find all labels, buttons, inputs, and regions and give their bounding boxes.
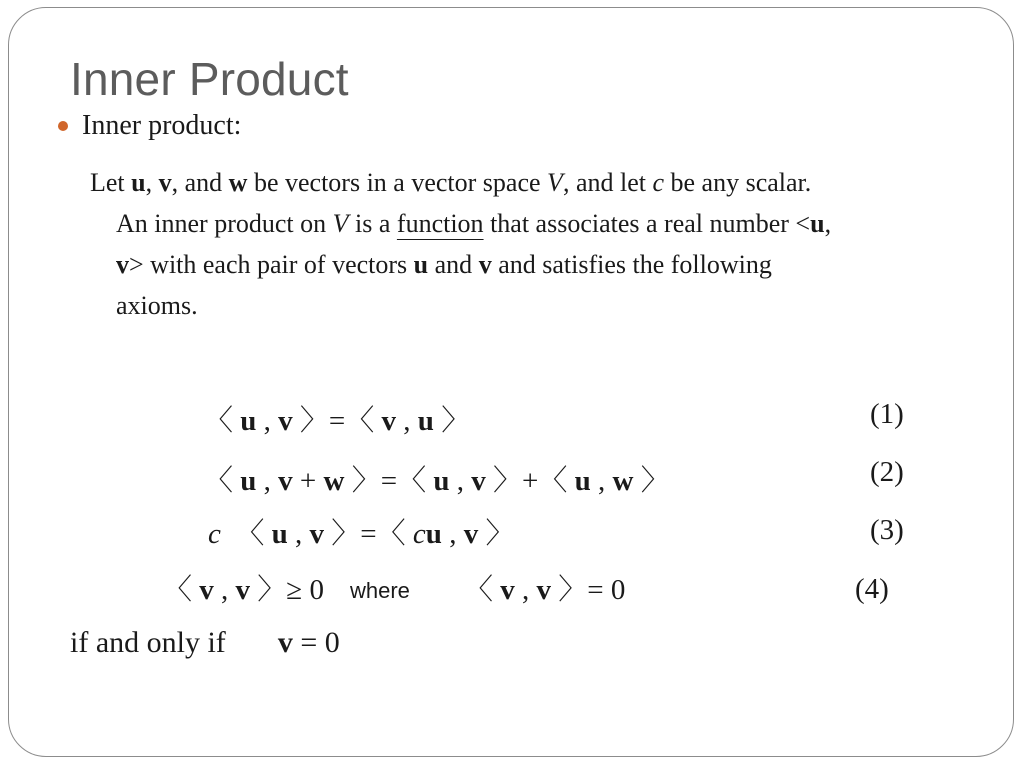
bullet-dot-icon	[58, 121, 68, 131]
paragraph-line-4: axioms.	[116, 291, 198, 320]
vector-v: v	[500, 574, 515, 606]
bullet-item	[58, 110, 241, 142]
equation-2: 〈 u , v + w 〉=〈 u , v 〉+〈 u , w 〉	[204, 463, 670, 497]
text-run: , and let	[562, 168, 653, 197]
iff-text: if and only if	[70, 626, 226, 659]
bullet-label: Inner product:	[82, 110, 242, 141]
vector-u: u	[425, 518, 442, 550]
vector-v: v	[463, 518, 479, 550]
text-run: is a	[348, 209, 397, 238]
paragraph-line-2	[90, 203, 970, 244]
definition-paragraph	[90, 162, 970, 326]
slide-title: Inner Product	[70, 53, 349, 105]
function-link[interactable]: function	[396, 209, 484, 238]
vector-u: u	[240, 405, 257, 437]
vector-w: w	[323, 465, 345, 497]
equation-1: 〈 u , v 〉=〈 v , u 〉	[204, 403, 471, 437]
equation-3: c 〈 u , v 〉=〈 cu , v 〉	[208, 516, 515, 550]
text-run: be any scalar.	[664, 168, 812, 197]
vector-w: w	[228, 168, 248, 197]
vector-v: v	[235, 574, 251, 606]
vector-v: v	[277, 626, 293, 659]
vector-u: u	[271, 518, 288, 550]
vector-v: v	[309, 518, 325, 550]
paragraph-line-3	[90, 244, 970, 285]
text-run: and satisfies the following	[491, 250, 772, 279]
vector-v: v	[471, 465, 486, 497]
paragraph-line-1	[90, 162, 970, 203]
zero: 0	[610, 574, 626, 606]
scalar-c: c	[412, 518, 426, 550]
space-V: V	[547, 168, 563, 197]
text-run: An inner product on	[116, 209, 333, 238]
vector-u: u	[433, 465, 450, 497]
vector-u: u	[417, 405, 434, 437]
vector-v: v	[536, 574, 552, 606]
text-run: that associates a real number <	[483, 209, 811, 238]
text-run: ,	[824, 209, 832, 238]
equation-number-4: (4)	[855, 573, 889, 605]
equation-number-2: (2)	[870, 456, 904, 488]
equation-4-equality: 〈 v , v 〉= 0	[464, 572, 626, 606]
text-run: > with each pair of vectors	[129, 250, 414, 279]
scalar-c: c	[652, 168, 665, 197]
vector-u: u	[574, 465, 591, 497]
text-run: and	[428, 250, 479, 279]
vector-u: u	[810, 209, 825, 238]
vector-v: v	[478, 250, 492, 279]
equation-number-1: (1)	[870, 398, 904, 430]
vector-v: v	[199, 574, 214, 606]
vector-u: u	[131, 168, 146, 197]
where-label: where	[350, 578, 410, 603]
vector-v: v	[278, 405, 293, 437]
vector-v: v	[116, 250, 129, 279]
vector-u: u	[413, 250, 429, 279]
vector-u: u	[240, 465, 257, 497]
scalar-c: c	[208, 518, 221, 550]
zero: 0	[324, 626, 340, 659]
vector-w: w	[612, 465, 634, 497]
text-run: ,	[145, 168, 159, 197]
vector-v: v	[158, 168, 172, 197]
iff-condition: if and only if v = 0	[70, 626, 340, 659]
vector-v: v	[381, 405, 397, 437]
text-run: be vectors in a vector space	[247, 168, 548, 197]
equation-4-inequality: 〈 v , v 〉≥ 0	[163, 572, 324, 606]
equation-number-3: (3)	[870, 514, 904, 546]
vector-v: v	[278, 465, 293, 497]
text-run: , and	[171, 168, 229, 197]
zero: 0	[309, 574, 324, 606]
space-V: V	[332, 209, 349, 238]
text-run: Let	[90, 168, 132, 197]
